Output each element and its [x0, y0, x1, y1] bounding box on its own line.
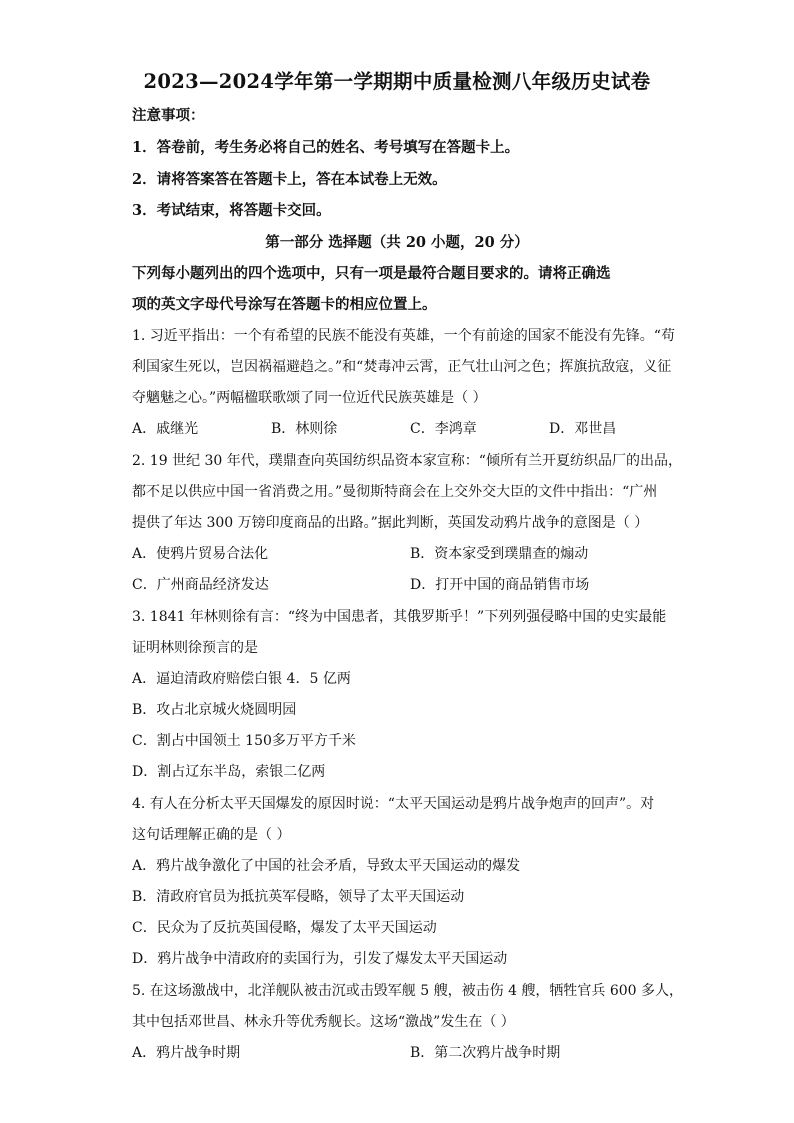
- question-3-stem: 证明林则徐预言的是: [132, 640, 258, 656]
- notice-heading: 注意事项：: [132, 107, 205, 124]
- section-instruction: 下列每小题列出的四个选项中，只有一项是最符合题目要求的。请将正确选: [132, 265, 611, 282]
- section-title: 第一部分 选择题（共 20 小题，20 分）: [265, 234, 529, 251]
- question-3-stem: 3. 1841 年林则徐有言：“终为中国患者，其俄罗斯乎！”下列列强侵略中国的史实最能: [132, 609, 667, 625]
- question-5-option-a: A．鸦片战争时期: [132, 1045, 241, 1061]
- question-4-option-a: A．鸦片战争激化了中国的社会矛盾，导致太平天国运动的爆发: [132, 858, 521, 874]
- question-5-option-b: B．第二次鸦片战争时期: [410, 1045, 561, 1061]
- notice-item: 2．请将答案答在答题卡上，答在本试卷上无效。: [132, 171, 447, 188]
- question-4-stem: 4. 有人在分析太平天国爆发的原因时说：“太平天国运动是鸦片战争炮声的回声”。对: [132, 796, 655, 812]
- question-1-stem: 利国家生死以，岂因祸福避趋之。”和“焚毒冲云霄，正气壮山河之色；挥旗抗敌寇，义征: [132, 359, 672, 375]
- question-3-option-a: A．逼迫清政府赔偿白银 4．5 亿两: [132, 671, 351, 687]
- question-3-option-c: C．割占中国领土 150多万平方千米: [132, 733, 356, 749]
- question-1-option-a: A．戚继光: [132, 421, 199, 437]
- question-2-option-d: D．打开中国的商品销售市场: [410, 577, 590, 593]
- question-2-stem: 提供了年达 300 万镑印度商品的出路。”据此判断，英国发动鸦片战争的意图是（ ）: [132, 515, 649, 531]
- question-4-stem: 这句话理解正确的是（ ）: [132, 827, 291, 843]
- question-1-stem: 夺魑魅之心。”两幅楹联歌颂了同一位近代民族英雄是（ ）: [132, 390, 487, 406]
- question-2-option-b: B．资本家受到璞鼎查的煽动: [410, 546, 589, 562]
- question-4-option-d: D．鸦片战争中清政府的卖国行为，引发了爆发太平天国运动: [132, 951, 508, 967]
- question-1-stem: 1. 习近平指出：一个有希望的民族不能没有英雄，一个有前途的国家不能没有先锋。“苟: [132, 328, 675, 344]
- section-instruction: 项的英文字母代号涂写在答题卡的相应位置上。: [132, 296, 437, 313]
- question-5-stem: 其中包括邓世昌、林永升等优秀舰长。这场“激战”发生在（ ）: [132, 1014, 515, 1030]
- question-1-option-b: B．林则徐: [271, 421, 338, 437]
- question-2-stem: 2. 19 世纪 30 年代，璞鼎查向英国纺织品资本家宣称：“倾所有兰开夏纺织品厂的出品，: [132, 453, 682, 469]
- question-4-option-c: C．民众为了反抗英国侵略，爆发了太平天国运动: [132, 920, 437, 936]
- question-2-stem: 都不足以供应中国一省消费之用。”曼彻斯特商会在上交外交大臣的文件中指出：“广州: [132, 484, 658, 500]
- question-3-option-b: B．攻占北京城火烧圆明园: [132, 702, 297, 718]
- exam-title: 2023—2024学年第一学期期中质量检测八年级历史试卷: [143, 70, 651, 93]
- question-4-option-b: B．清政府官员为抵抗英军侵略，领导了太平天国运动: [132, 889, 465, 905]
- question-2-option-a: A．使鸦片贸易合法化: [132, 546, 269, 562]
- notice-item: 3．考试结束，将答题卡交回。: [132, 202, 331, 219]
- question-2-option-c: C．广州商品经济发达: [132, 577, 269, 593]
- question-3-option-d: D．割占辽东半岛，索银二亿两: [132, 764, 326, 780]
- question-1-option-d: D．邓世昌: [549, 421, 617, 437]
- question-1-option-c: C．李鸿章: [410, 421, 477, 437]
- notice-item: 1．答卷前，考生务必将自己的姓名、考号填写在答题卡上。: [132, 139, 520, 156]
- question-5-stem: 5. 在这场激战中，北洋舰队被击沉或击毁军舰 5 艘，被击伤 4 艘，牺牲官兵 600 多人，: [132, 983, 684, 999]
